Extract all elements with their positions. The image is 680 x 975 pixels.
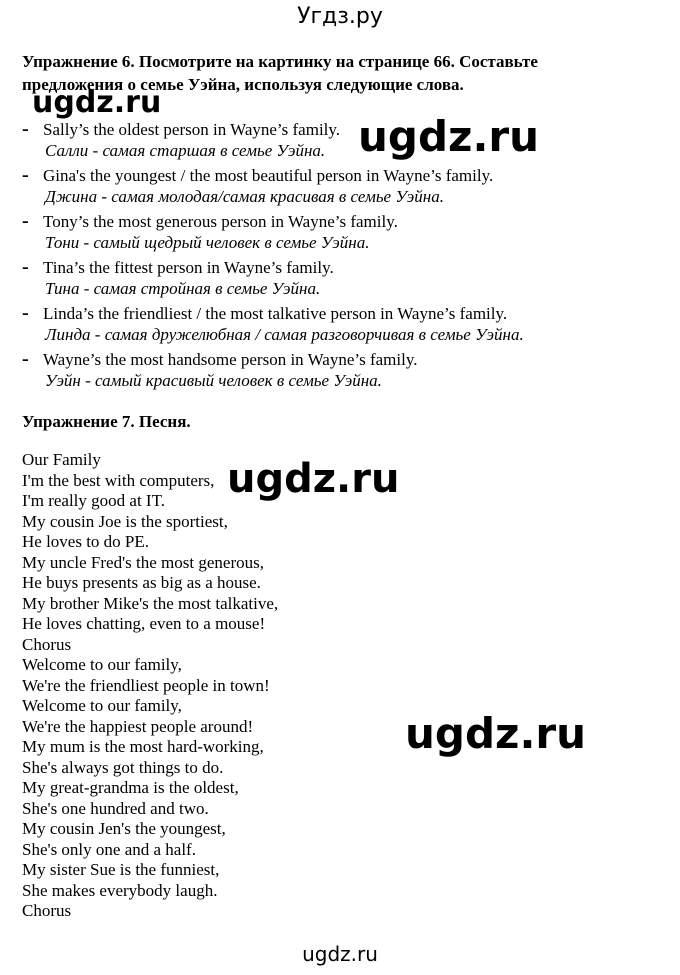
answer-translation: Салли - самая старшая в семье Уэйна. [45,141,326,160]
song-line: My great-grandma is the oldest, [22,778,239,797]
song-line: I'm really good at IT. [22,491,165,510]
watermark: ugdz.ru [405,709,587,758]
answer-translation: Тина - самая стройная в семье Уэйна. [45,279,321,298]
watermark: ugdz.ru [358,112,540,161]
song-line: He loves chatting, even to a mouse! [22,614,266,633]
answer-english: Tony’s the most generous person in Wayne’s family. [43,212,398,231]
answer-item [22,210,672,256]
bullet-dash: - [22,348,29,370]
answer-english: Wayne’s the most handsome person in Wayne’s family. [43,350,418,369]
song-line: We're the happiest people around! [22,716,254,736]
answer-english: Sally’s the oldest person in Wayne’s family. [43,120,341,139]
watermark: ugdz.ru [227,456,400,502]
exercise-6-title-line-2: предложения о семье Уэйна, используя следующие слова. [22,75,464,94]
song-line: She's only one and a half. [22,839,196,859]
song-lyrics [22,450,422,922]
answer-english: Linda’s the friendliest / the most talkative person in Wayne’s family. [43,304,508,323]
exercise-7-title: Упражнение 7. Песня. [22,412,191,431]
answer-item [22,348,672,394]
song-title: Our Family [22,450,101,469]
song-line: I'm the best with computers, [22,470,215,490]
bullet-dash: - [22,118,29,140]
bullet-dash: - [22,302,29,324]
song-line: My mum is the most hard-working, [22,737,264,756]
bullet-dash: - [22,164,29,186]
answer-english: Gina's the youngest / the most beautiful person in Wayne’s family. [43,166,494,185]
answer-item [22,164,672,210]
song-line: She's always got things to do. [22,757,224,777]
watermark: ugdz.ru [32,85,162,120]
song-line: He loves to do PE. [22,532,150,551]
answer-translation: Линда - самая дружелюбная / самая разговорчивая в семье Уэйна. [45,325,524,344]
song-line: My uncle Fred's the most generous, [22,552,264,572]
bullet-dash: - [22,210,29,232]
answer-english: Tina’s the fittest person in Wayne’s family. [43,258,334,277]
song-line: My sister Sue is the funniest, [22,860,220,879]
song-line: She makes everybody laugh. [22,880,218,900]
exercise-6-answers [22,112,672,394]
song-line: Welcome to our family, [22,655,182,674]
song-line: My cousin Joe is the sportiest, [22,511,228,531]
song-line: Welcome to our family, [22,696,182,715]
answer-translation: Тони - самый щедрый человек в семье Уэйна. [45,233,370,252]
song-line: She's one hundred and two. [22,798,209,818]
song-line: My cousin Jen's the youngest, [22,819,226,838]
site-footer[interactable]: ugdz.ru [302,942,378,966]
exercise-6-title-line-1: Упражнение 6. Посмотрите на картинку на странице 66. Составьте [22,52,538,71]
song-chorus-label: Chorus [22,901,72,920]
answer-item [22,302,672,348]
answer-translation: Уэйн - самый красивый человек в семье Уэйна. [45,371,382,390]
song-line: He buys presents as big as a house. [22,573,261,592]
answer-item [22,256,672,302]
song-line: We're the friendliest people in town! [22,675,270,695]
bullet-dash: - [22,256,29,278]
song-chorus-label: Chorus [22,634,72,654]
answer-item [22,112,672,164]
answer-translation: Джина - самая молодая/самая красивая в семье Уэйна. [45,187,444,206]
song-line: My brother Mike's the most talkative, [22,593,279,613]
site-header[interactable]: Угдз.ру [297,4,383,29]
